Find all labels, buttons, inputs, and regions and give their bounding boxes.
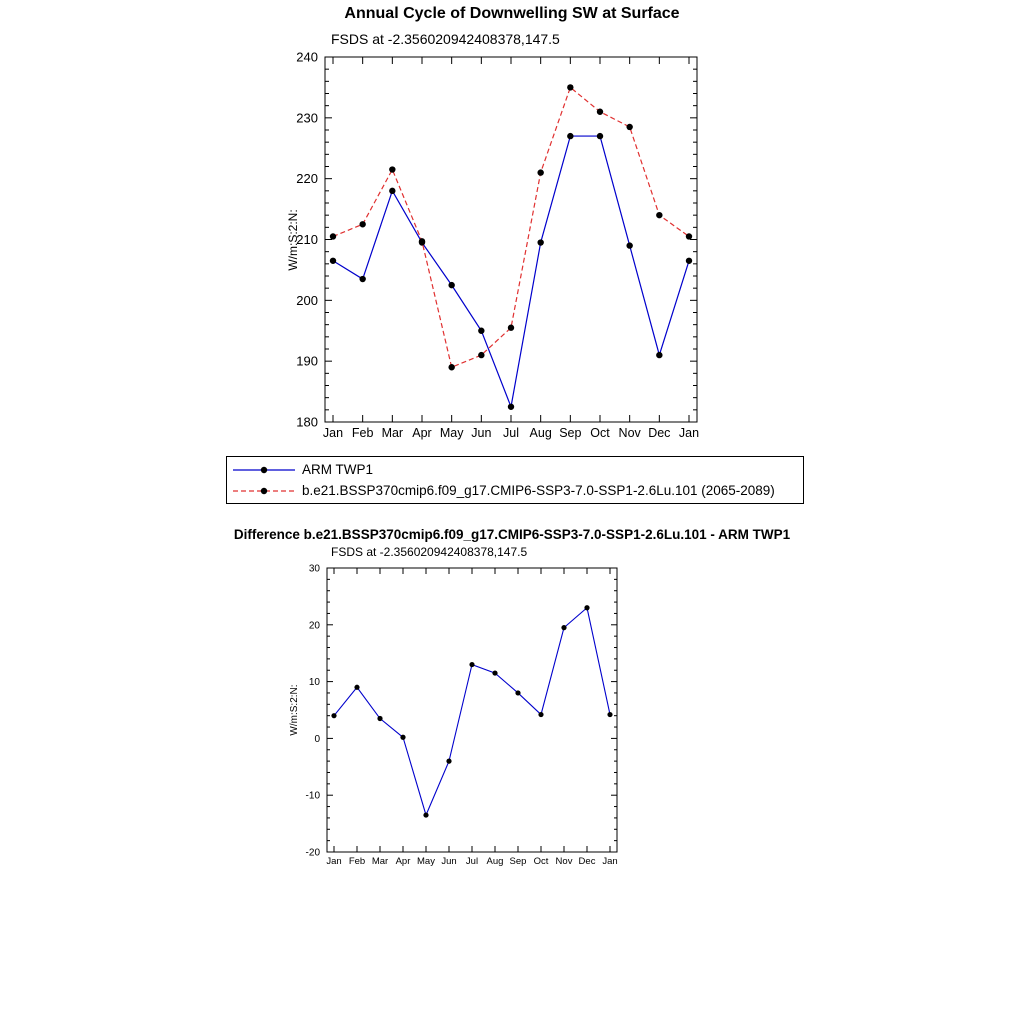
legend-line-sample-model-icon	[231, 484, 297, 498]
chart-1-x-tick-label: Mar	[381, 426, 404, 440]
chart-1-x-tick-label: Aug	[529, 426, 552, 440]
chart-1-series-2-marker	[330, 233, 336, 239]
chart1-subtitle: FSDS at -2.356020942408378,147.5	[331, 31, 560, 47]
chart-2-x-tick-label: Feb	[348, 856, 366, 867]
chart-2-x-tick-label: Dec	[578, 856, 596, 867]
legend-label-arm: ARM TWP1	[302, 462, 374, 477]
chart-2-x-tick-label: May	[417, 856, 435, 867]
chart-1-series-1-marker	[567, 133, 573, 139]
chart-1-x-tick-label: Oct	[590, 426, 610, 440]
chart-1-y-tick-label: 240	[296, 49, 318, 65]
chart-1-series-1-marker	[537, 239, 543, 245]
chart-1-series-2-marker	[567, 84, 573, 90]
chart-1-series-1-marker	[508, 404, 514, 410]
chart-2-x-tick-label: Jun	[441, 856, 457, 867]
chart-2-x-tick-label: Jan	[602, 856, 618, 867]
chart2-subtitle: FSDS at -2.356020942408378,147.5	[331, 545, 528, 559]
chart-2-series-1-marker	[492, 670, 497, 675]
chart-1-series-2-marker	[626, 124, 632, 130]
chart-1-x-tick-label: May	[439, 426, 464, 440]
chart-2-y-tick-label: 10	[308, 677, 320, 689]
chart2-y-axis-label: W/m:S:2:N:	[289, 684, 300, 736]
chart-2-series-1-marker	[515, 690, 520, 695]
legend-entry-model	[231, 481, 799, 501]
chart-1-series-1-marker	[389, 188, 395, 194]
chart-1-series-2-marker	[508, 325, 514, 331]
chart-1-x-tick-label: Jun	[471, 426, 492, 440]
chart-1-series-2-marker	[597, 109, 603, 115]
chart-1-x-tick-label: Apr	[412, 426, 432, 440]
chart-2-x-tick-label: Apr	[395, 856, 411, 867]
chart-2-plot-area	[306, 564, 618, 868]
chart-1-x-tick-label: Sep	[559, 426, 582, 440]
chart-1-frame	[325, 57, 697, 422]
chart-1-series-2-marker	[537, 169, 543, 175]
chart-2-series-1-marker	[607, 712, 612, 717]
chart-2-series-1-marker	[469, 662, 474, 667]
chart-1-series-2-marker	[389, 166, 395, 172]
chart-1-series-2-marker	[686, 233, 692, 239]
chart-2-series-1-marker	[423, 812, 428, 817]
chart-2-series-1-marker	[377, 716, 382, 721]
chart-1-y-tick-label: 210	[296, 232, 318, 248]
chart-1-series-1-marker	[656, 352, 662, 358]
chart-1-x-tick-label: Jul	[503, 426, 519, 440]
chart-1-y-tick-label: 230	[296, 110, 318, 126]
chart1-y-axis-label: W/m:S:2:N:	[286, 209, 300, 271]
chart-2-series-1-marker	[561, 625, 566, 630]
legend-line-sample-arm-icon	[231, 463, 297, 477]
chart-1-series-2-marker	[419, 238, 425, 244]
chart2-title: Difference b.e21.BSSP370cmip6.f09_g17.CMIP6-SSP3-7.0-SSP1-2.6Lu.101 - ARM TWP1	[233, 527, 791, 542]
chart-2-series-1-marker	[538, 712, 543, 717]
chart-2-y-tick-label: 0	[314, 733, 320, 745]
chart-1-x-tick-label: Jan	[322, 426, 344, 440]
chart-2-y-tick-label: -10	[305, 790, 320, 802]
legend-entry-arm	[231, 460, 799, 480]
chart-2-x-tick-label: Sep	[509, 856, 527, 867]
chart-2-x-tick-label: Nov	[555, 856, 573, 867]
chart-2-y-tick-label: 20	[308, 620, 320, 632]
chart-1-series-1-marker	[686, 258, 692, 264]
chart-2-series-1-marker	[331, 713, 336, 718]
chart-1-series-1-marker	[448, 282, 454, 288]
chart-1-x-tick-label: Feb	[351, 426, 374, 440]
chart-1-x-tick-label: Nov	[618, 426, 641, 440]
chart-2-series-1-marker	[354, 685, 359, 690]
chart-1-y-tick-label: 180	[296, 414, 318, 430]
chart-2-series-1-marker	[584, 605, 589, 610]
chart-1-y-tick-label: 220	[296, 171, 318, 187]
chart-1-series-1-marker	[626, 242, 632, 248]
chart-1-series-2-marker	[448, 364, 454, 370]
chart-1-series-2-marker	[478, 352, 484, 358]
chart-2-y-tick-label: -20	[305, 847, 320, 859]
chart-2-x-tick-label: Mar	[371, 856, 389, 867]
chart-2-series-1-line	[334, 608, 610, 815]
legend-label-model: b.e21.BSSP370cmip6.f09_g17.CMIP6-SSP3-7.0-SSP1-2.6Lu.101 (2065-2089)	[302, 483, 775, 498]
chart-1-x-tick-label: Dec	[648, 426, 671, 440]
chart-1-series-1-line	[333, 136, 689, 407]
chart-1-series-2-marker	[359, 221, 365, 227]
chart-2-series-1-marker	[446, 759, 451, 764]
chart1-title: Annual Cycle of Downwelling SW at Surface	[344, 5, 680, 22]
chart-1-series-1-marker	[478, 328, 484, 334]
chart-2-frame	[327, 568, 617, 852]
chart-2-series-1-marker	[400, 735, 405, 740]
chart-1-series-1-marker	[359, 276, 365, 282]
chart-1-series-1-marker	[597, 133, 603, 139]
legend	[226, 456, 804, 504]
chart-1-series-2-marker	[656, 212, 662, 218]
chart-2-x-tick-label: Oct	[533, 856, 549, 867]
chart-1-plot-area	[296, 50, 699, 440]
chart-2-y-tick-label: 30	[308, 563, 320, 575]
chart-1-x-tick-label: Jan	[678, 426, 700, 440]
chart-2-x-tick-label: Aug	[486, 856, 504, 867]
chart-1-y-tick-label: 200	[296, 292, 318, 308]
chart-2-x-tick-label: Jul	[465, 856, 479, 867]
chart-1-series-1-marker	[330, 258, 336, 264]
chart-2-x-tick-label: Jan	[326, 856, 342, 867]
chart-1-y-tick-label: 190	[296, 353, 318, 369]
